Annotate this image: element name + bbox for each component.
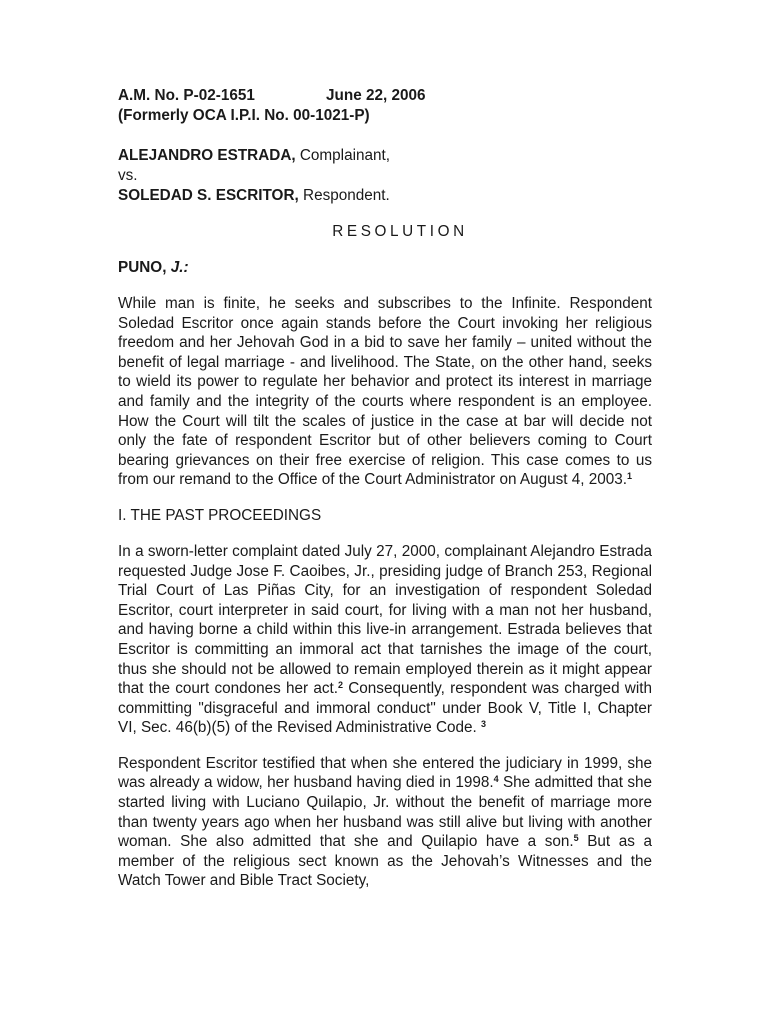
footnote-ref-5: 5: [573, 833, 579, 844]
footnote-ref-4: 4: [493, 774, 499, 785]
complainant-role: Complainant,: [295, 147, 391, 164]
complainant-name: ALEJANDRO ESTRADA,: [118, 147, 296, 164]
paragraph-testimony-text-b: She admitted that she started living with Luciano Quilapio, Jr. without the benefit of marriage more than twenty years ago when her husband was still alive but living with another woman. She also admitted that she and Quilapio have a son.: [118, 774, 652, 851]
respondent-line: [118, 186, 652, 206]
footnote-ref-1: 1: [627, 471, 633, 482]
paragraph-testimony-text-c: But as a member of the religious sect known as the Jehovah’s Witnesses and the Watch Tower and Bible Tract Society,: [118, 833, 652, 890]
respondent-name: SOLEDAD S. ESCRITOR,: [118, 187, 299, 204]
versus-line: vs.: [118, 167, 138, 184]
case-number-line: [118, 86, 652, 106]
decision-date: June 22, 2006: [326, 87, 426, 104]
section-heading-past-proceedings: I. THE PAST PROCEEDINGS: [118, 506, 322, 524]
paragraph-complaint-text-b: Consequently, respondent was charged with committing "disgraceful and immoral conduct" under Book V, Title I, Chapter VI, Sec. 46(b)(5) of the Revised Administrative Code.: [118, 680, 652, 737]
paragraph-testimony-text-a: Respondent Escritor testified that when she entered the judiciary in 1999, she was already a widow, her husband having died in 1998.: [118, 754, 652, 792]
complainant-line: [118, 146, 652, 166]
paragraph-testimony: [118, 754, 652, 891]
paragraph-intro: [118, 294, 652, 490]
footnote-ref-2: 2: [338, 680, 344, 691]
parties-block: [118, 146, 652, 206]
former-case-number: (Formerly OCA I.P.I. No. 00-1021-P): [118, 107, 370, 124]
ponente: [118, 258, 652, 278]
document-page: [118, 86, 652, 891]
case-number: A.M. No. P-02-1651: [118, 87, 255, 104]
ponente-suffix: J.:: [170, 259, 189, 276]
ponente-name: PUNO,: [118, 259, 167, 276]
paragraph-intro-text: While man is finite, he seeks and subscribes to the Infinite. Respondent Soledad Escritor once again stands before the Court invoking her religious freedom and her Jehovah God in a bid to save her family – united without the benefit of legal marriage - and livelihood. The State, on the other hand, seeks to wield its power to regulate her behavior and protect its interest in marriage and family and the integrity of the courts where respondent is an employee. How the Court will tilt the scales of justice in the case at bar will decide not only the fate of respondent Escritor but of other believers coming to Court bearing grievances on their free exercise of religion. This case comes to us from our remand to the Office of the Court Administrator on August 4, 2003.: [118, 295, 652, 489]
paragraph-complaint: [118, 542, 652, 738]
resolution-title: RESOLUTION: [332, 223, 468, 240]
paragraph-complaint-text-a: In a sworn-letter complaint dated July 27, 2000, complainant Alejandro Estrada requested Judge Jose F. Caoibes, Jr., presiding judge of Branch 253, Regional Trial Court of Las Piñas City, for an investigation of respondent Soledad Escritor, court interpreter in said court, for living with a man not her husband, and having borne a child within this live-in arrangement. Estrada believes that Escritor is committing an immoral act that tarnishes the image of the court, thus she should not be allowed to remain employed therein as it might appear that the court condones her act.: [118, 542, 652, 698]
respondent-role: Respondent.: [298, 187, 390, 204]
footnote-ref-3: 3: [481, 719, 487, 730]
